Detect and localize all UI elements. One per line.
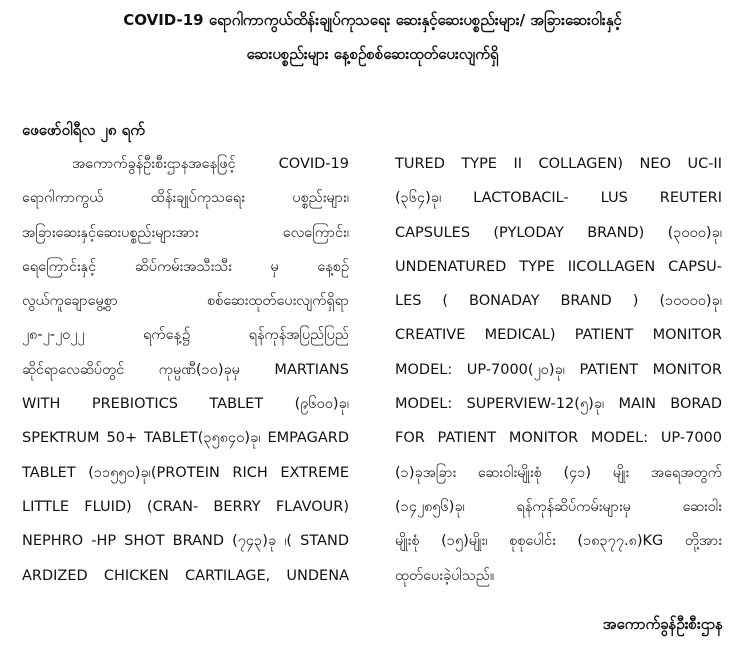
body-line: အကောက်ခွန်ဦးစီးဌာနအနေဖြင့် COVID-19: [72, 156, 349, 172]
body-line: SPEKTRUM 50+ TABLET(၃၅၈၄၀)ခု၊ EMPAGARD: [22, 430, 349, 447]
body-line: UNDENATURED TYPE IICOLLAGEN CAPSU-: [395, 258, 722, 275]
body-line: CREATIVE MEDICAL) PATIENT MONITOR: [395, 327, 722, 344]
body-line: WITH PREBIOTICS TABLET (၉၆၀၀)ခု၊: [22, 396, 349, 413]
body-line: TURED TYPE II COLLAGEN) NEO UC-II: [395, 156, 722, 172]
body-line: ထုတ်ပေးခဲ့ပါသည်။: [395, 567, 495, 584]
body-line: CAPSULES (PYLODAY BRAND) (၃၀၀၀)ခု၊: [395, 224, 722, 241]
body-line: MODEL: UP-7000(၂၀)ခု၊ PATIENT MONITOR: [395, 361, 722, 378]
body-line: ARDIZED CHICKEN CARTILAGE, UNDENA: [22, 567, 349, 584]
body-line: LES ( BONADAY BRAND ) (၁၀၀၀၀)ခု၊: [395, 293, 722, 310]
body-line: ရောဂါကာကွယ် ထိန်းချုပ်ကုသရေး ပစ္စည်းများ၊: [22, 190, 349, 207]
body-line: ဆိုင်ရာလေဆိပ်တွင် ကုမ္ပဏီ(၁၀)ခုမှ MARTIANS: [22, 361, 349, 378]
body-line: မျိုးစုံ (၁၅)မျိုး၊ စုစုပေါင်း (၁၈၃၇၇.၈)KG တို့အား: [395, 533, 722, 550]
headline-line-2: ဆေးပစ္စည်းများ နေ့စဉ်စစ်ဆေးထုတ်ပေးလျက်ရှိ: [246, 45, 499, 63]
body-line: MODEL: SUPERVIEW-12(၅)ခု၊ MAIN BORAD: [395, 396, 722, 413]
body-line: TABLET (၁၁၅၅၀)ခု၊(PROTEIN RICH EXTREME: [22, 464, 349, 481]
body-column-right: [395, 152, 722, 598]
headline-line-1: COVID-19 ရောဂါကာကွယ်ထိန်းချုပ်ကုသရေး ဆေးနှင့်ဆေးပစ္စည်းများ/ အခြားဆေးဝါးနှင့်: [123, 11, 622, 29]
body-line: လွယ်ကူချောမွေ့စွာ စစ်ဆေးထုတ်ပေးလျက်ရှိရာ: [22, 293, 349, 310]
signature-department: အကောက်ခွန်ဦးစီးဌာန: [602, 615, 723, 633]
body-line: FOR PATIENT MONITOR MODEL: UP-7000: [395, 430, 722, 447]
body-line: (၁)ခုအခြား ဆေးဝါးမျိုးစုံ (၄၁) မျိုး အရေအတွက်: [395, 464, 722, 481]
dateline: ဖေဖော်ဝါရီလ ၂၈ ရက်: [22, 121, 145, 139]
body-column-left: [22, 152, 349, 598]
body-line: ၂၈-၂-၂၀၂၂ ရက်နေ့၌ ရန်ကုန်အပြည်ပြည်: [22, 327, 349, 344]
body-line: ရေကြောင်းနှင့် ဆိပ်ကမ်းအသီးသီး မှ နေ့စဉ်: [22, 258, 349, 275]
body-line: NEPHRO -HP SHOT BRAND (၇၄၃)ခု ၊( STAND: [22, 533, 349, 550]
body-line: (၃၆၄)ခု၊ LACTOBACIL- LUS REUTERI: [395, 190, 722, 207]
body-line: LITTLE FLUID) (CRAN- BERRY FLAVOUR): [22, 498, 349, 515]
body-line: (၁၄၂၈၅၆)ခု၊ ရန်ကုန်ဆိပ်ကမ်းများမှ ဆေးဝါး: [395, 498, 722, 515]
body-line: အခြားဆေးနှင့်ဆေးပစ္စည်းများအား လေကြောင်း၊: [22, 224, 349, 241]
